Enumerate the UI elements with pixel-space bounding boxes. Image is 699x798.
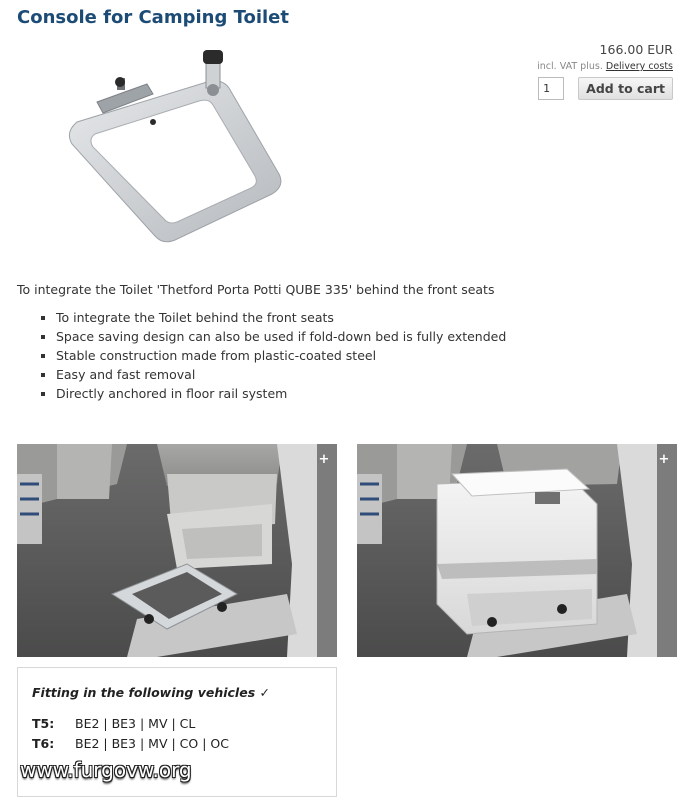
vat-text: incl. VAT plus. bbox=[537, 61, 603, 72]
feature-list bbox=[17, 308, 506, 403]
add-to-cart-button[interactable]: Add to cart bbox=[578, 77, 673, 100]
price-box bbox=[537, 42, 673, 100]
bullet-icon bbox=[41, 373, 45, 377]
vehicle-variants: BE2 | BE3 | MV | CO | OC bbox=[75, 736, 229, 751]
fitting-title-text: Fitting in the following vehicles bbox=[32, 685, 256, 700]
vehicle-model: T5: bbox=[32, 716, 55, 731]
feature-item bbox=[17, 346, 506, 365]
quantity-input[interactable] bbox=[538, 77, 564, 100]
gallery-photo-console[interactable] bbox=[17, 444, 337, 657]
delivery-costs-link[interactable]: Delivery costs bbox=[605, 61, 673, 72]
feature-item bbox=[17, 384, 506, 403]
fitting-row bbox=[32, 714, 322, 734]
plus-icon[interactable]: + bbox=[658, 452, 670, 467]
bullet-icon bbox=[41, 392, 45, 396]
fitting-title bbox=[32, 685, 322, 700]
feature-item bbox=[17, 365, 506, 384]
feature-text: Easy and fast removal bbox=[56, 367, 196, 382]
product-price: 166.00 EUR bbox=[599, 42, 673, 57]
feature-text: Directly anchored in floor rail system bbox=[56, 386, 288, 401]
feature-text: To integrate the Toilet behind the front seats bbox=[56, 310, 334, 325]
vat-info bbox=[537, 61, 673, 72]
check-icon: ✓ bbox=[259, 685, 270, 700]
feature-item bbox=[17, 327, 506, 346]
plus-icon[interactable]: + bbox=[318, 452, 330, 467]
bullet-icon bbox=[41, 335, 45, 339]
fitting-row bbox=[32, 734, 322, 754]
bullet-icon bbox=[41, 316, 45, 320]
watermark: www.furgovw.org bbox=[20, 758, 192, 782]
gallery-photo-toilet[interactable] bbox=[357, 444, 677, 657]
feature-text: Stable construction made from plastic-coated steel bbox=[56, 348, 377, 363]
product-title: Console for Camping Toilet bbox=[17, 7, 289, 28]
product-image[interactable] bbox=[17, 44, 337, 249]
bullet-icon bbox=[41, 354, 45, 358]
cart-row bbox=[537, 77, 673, 100]
feature-item bbox=[17, 308, 506, 327]
vehicle-variants: BE2 | BE3 | MV | CL bbox=[75, 716, 196, 731]
feature-text: Space saving design can also be used if fold-down bed is fully extended bbox=[56, 329, 507, 344]
vehicle-model: T6: bbox=[32, 736, 55, 751]
product-intro: To integrate the Toilet 'Thetford Porta Potti QUBE 335' behind the front seats bbox=[17, 282, 495, 297]
